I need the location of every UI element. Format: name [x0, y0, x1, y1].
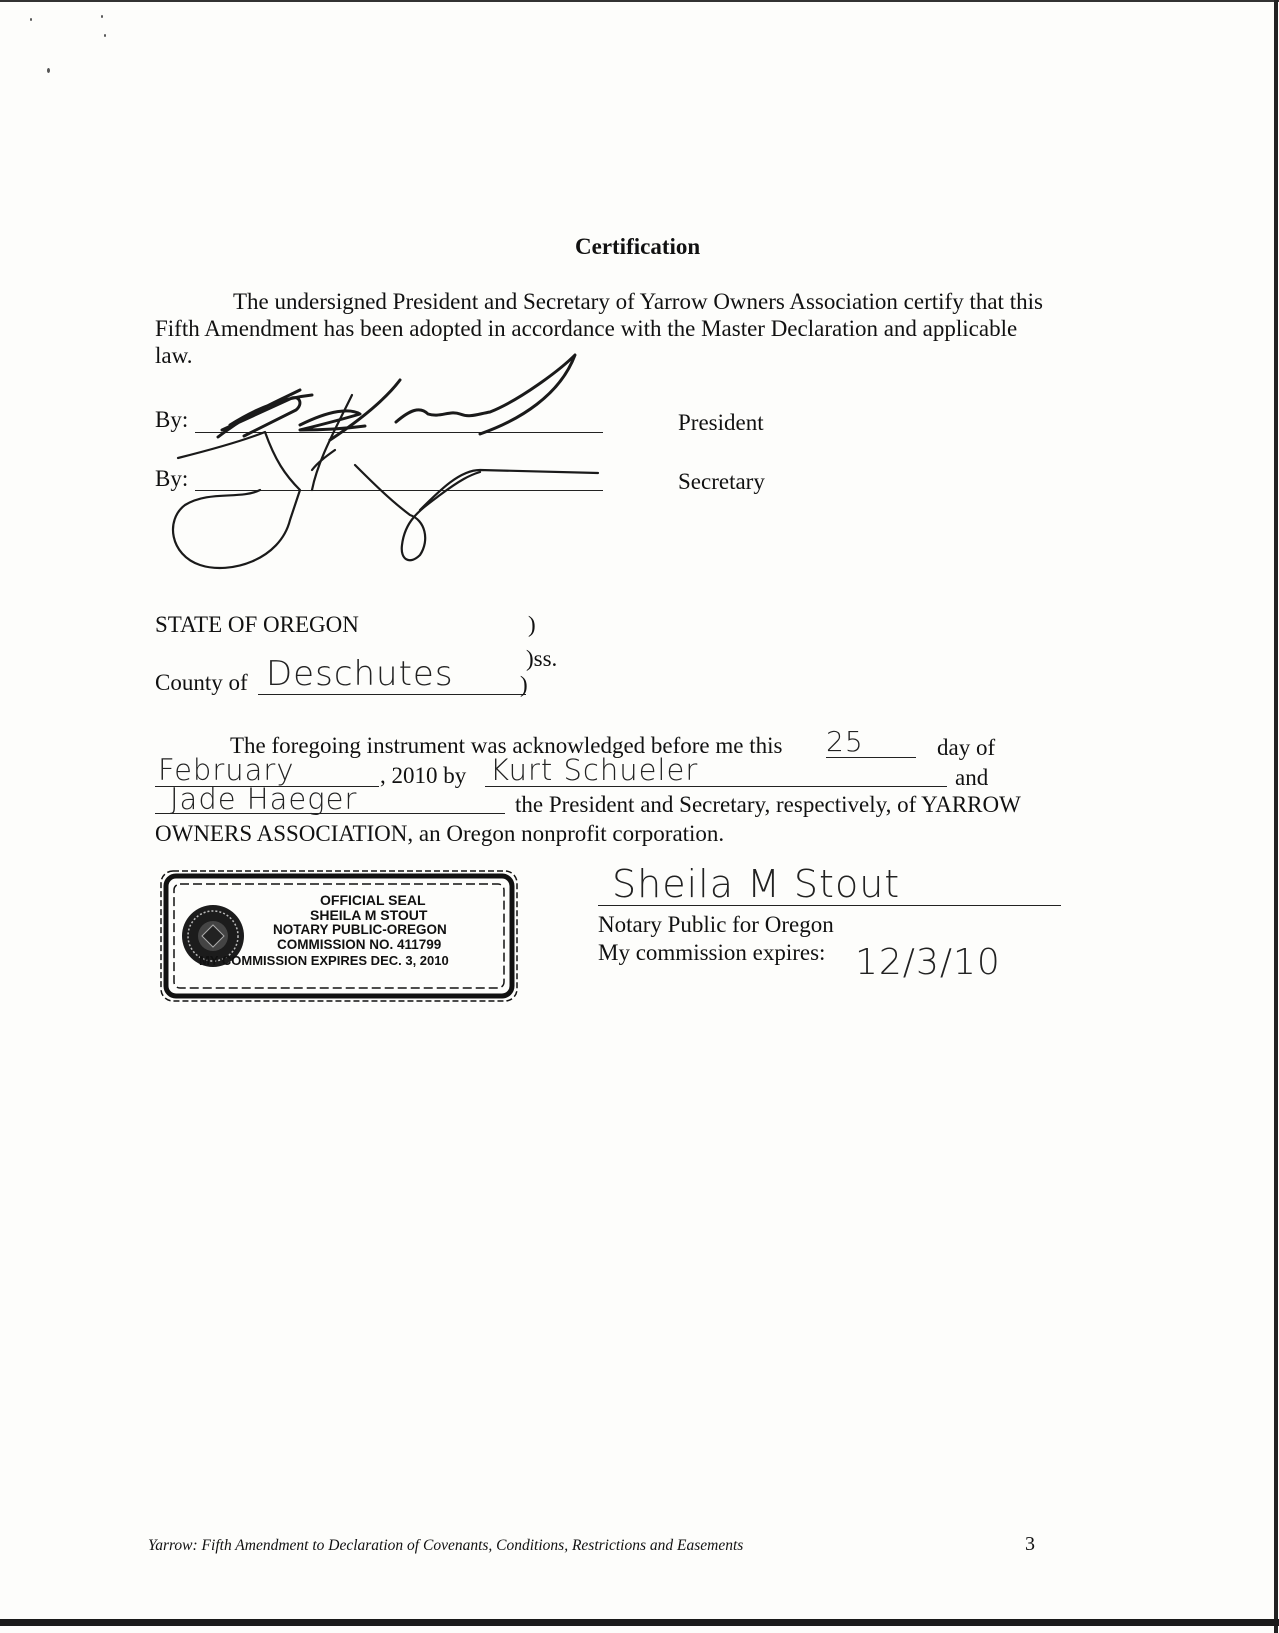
by-label-secretary: By:: [155, 466, 189, 491]
name2-handwritten: Jade Haeger: [170, 782, 358, 816]
ack-text-4: the President and Secretary, respectively, of YARROW: [515, 792, 1021, 817]
seal-line-1: OFFICIAL SEAL: [320, 892, 426, 908]
county-handwritten: Deschutes: [266, 654, 454, 694]
commission-expires-label: My commission expires:: [598, 940, 826, 965]
notary-seal: [160, 870, 518, 1002]
paragraph-line: The undersigned President and Secretary of Yarrow Owners Association certify that this: [233, 289, 1043, 314]
ack-text-and: and: [955, 765, 989, 790]
name1-handwritten: Kurt Schueler: [490, 753, 699, 787]
seal-line-4: COMMISSION NO. 411799: [277, 937, 442, 952]
ack-text-5: OWNERS ASSOCIATION, an Oregon nonprofit corporation.: [155, 821, 725, 846]
ack-text-day-of: day of: [937, 735, 996, 760]
by-label-president: By:: [155, 407, 189, 432]
ack-text-year: , 2010 by: [380, 763, 467, 788]
day-handwritten: 25: [826, 725, 864, 758]
seal-line-5: MY COMMISSION EXPIRES DEC. 3, 2010: [199, 953, 449, 968]
seal-line-3: NOTARY PUBLIC-OREGON: [273, 922, 447, 937]
paragraph-line: law.: [155, 343, 193, 368]
month-handwritten: February: [158, 753, 295, 787]
paragraph-line: Fifth Amendment has been adopted in accordance with the Master Declaration and applicable: [155, 316, 1018, 341]
secretary-title: Secretary: [678, 469, 765, 494]
county-label: County of: [155, 670, 248, 695]
commission-expires-handwritten: 12/3/10: [855, 942, 1001, 983]
ack-text-1: The foregoing instrument was acknowledged before me this: [230, 733, 783, 758]
page-title: Certification: [575, 234, 701, 259]
president-title: President: [678, 410, 764, 435]
venue-ss: )ss.: [526, 646, 558, 671]
state-label: STATE OF OREGON: [155, 612, 359, 637]
page-footer: Yarrow: Fifth Amendment to Declaration of Covenants, Conditions, Restrictions and Easements: [148, 1537, 744, 1554]
notary-public-label: Notary Public for Oregon: [598, 912, 834, 937]
notary-signature: Sheila M Stout: [612, 862, 901, 906]
venue-paren-open: ): [528, 612, 536, 637]
seal-line-2: SHEILA M STOUT: [310, 907, 428, 923]
page-number: 3: [1025, 1533, 1035, 1555]
county-line: [258, 694, 526, 695]
venue-paren-close: ): [520, 672, 528, 697]
